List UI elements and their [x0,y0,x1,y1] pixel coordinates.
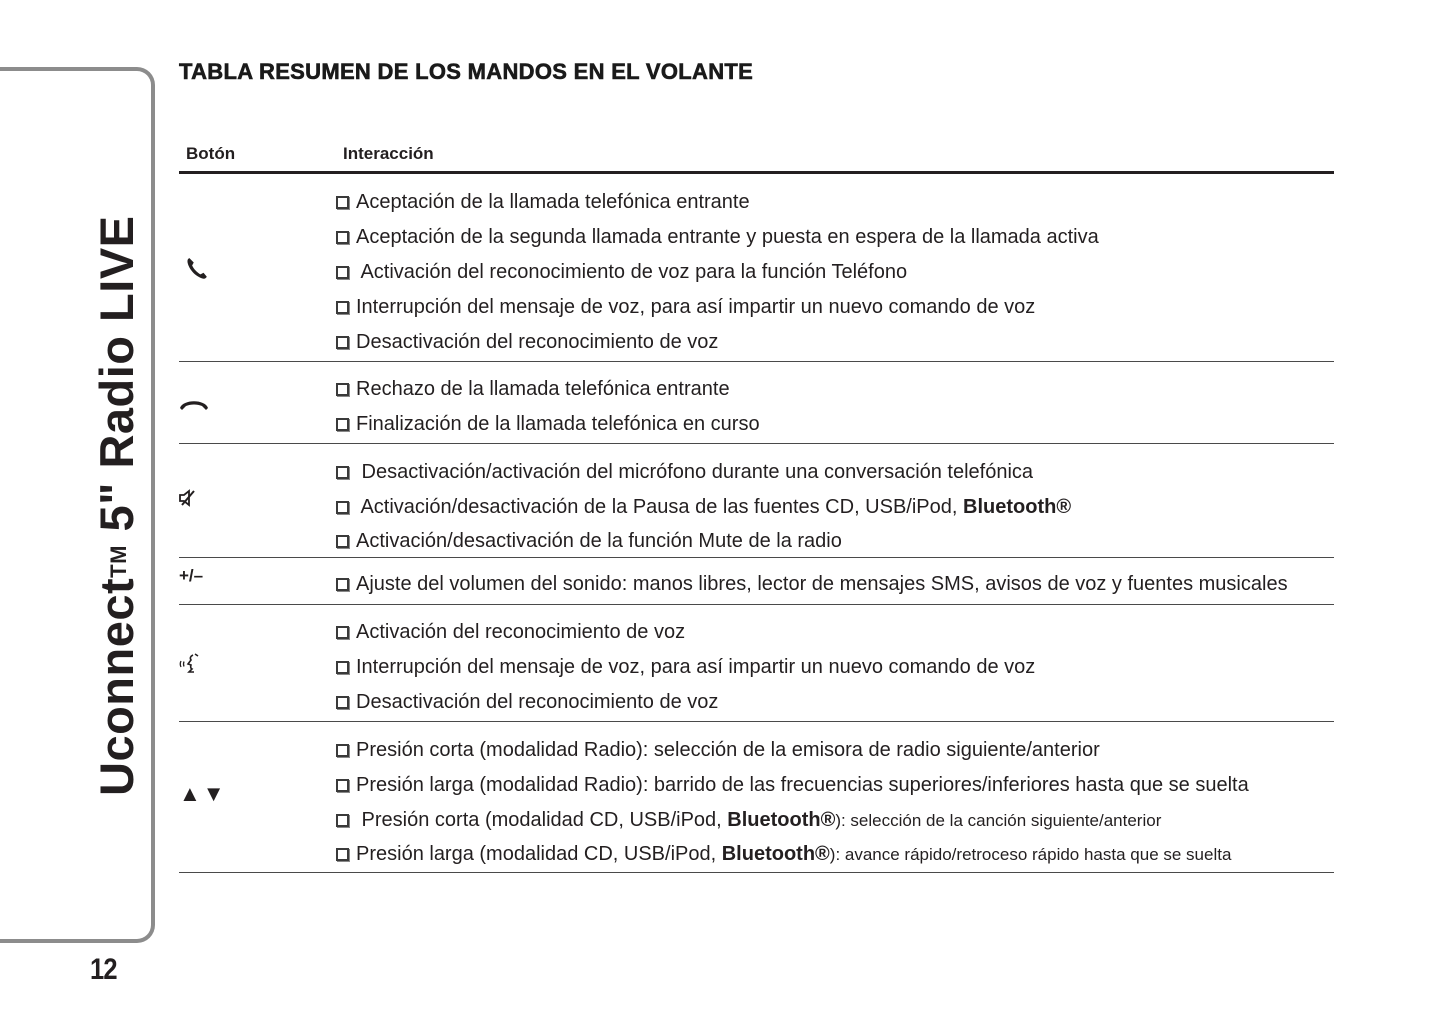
table-row [179,605,1334,722]
volume-plus-minus-icon: +/– [179,566,204,585]
checkbox-bullet-icon [336,301,349,314]
column-header-interaction: Interacción [343,144,434,163]
list-item: Aceptación de la segunda llamada entrante y puesta en espera de la llamada activa [336,220,1334,255]
phone-answer-icon [184,256,210,282]
up-down-arrows-icon: ▲▼ [179,781,227,806]
list-item: Ajuste del volumen del sonido: manos libres, lector de mensajes SMS, avisos de voz y fuentes musicales [336,567,1334,602]
list-item: Interrupción del mensaje de voz, para así impartir un nuevo comando de voz [336,290,1334,325]
checkbox-bullet-icon [336,196,349,209]
controls-summary-table [179,140,1334,873]
checkbox-bullet-icon [336,814,349,827]
page-number: 12 [90,953,117,986]
list-item: Activación del reconocimiento de voz para la función Teléfono [336,255,1334,290]
table-row [179,174,1334,362]
checkbox-bullet-icon [336,418,349,431]
list-item: Interrupción del mensaje de voz, para así impartir un nuevo comando de voz [336,650,1334,685]
list-item: Finalización de la llamada telefónica en curso [336,407,1334,442]
checkbox-bullet-icon [336,266,349,279]
table-row [179,722,1334,873]
checkbox-bullet-icon [336,848,349,861]
side-title-brand: Uconnect [90,577,143,796]
checkbox-bullet-icon [336,383,349,396]
list-item: Presión corta (modalidad Radio): selección de la emisora de radio siguiente/anterior [336,733,1334,768]
checkbox-bullet-icon [336,744,349,757]
list-item: Activación del reconocimiento de voz [336,615,1334,650]
list-item: Desactivación del reconocimiento de voz [336,685,1334,720]
side-title-trademark: TM [106,545,131,578]
voice-recognition-icon [179,652,203,676]
row-icon-cell [179,605,329,721]
side-title-model: 5" Radio LIVE [90,215,143,546]
row-icon-cell [179,174,329,361]
mute-icon [179,489,197,507]
phone-hangup-icon [179,397,209,413]
checkbox-bullet-icon [336,535,349,548]
row-icon-cell [179,444,329,557]
list-item: Desactivación del reconocimiento de voz [336,325,1334,360]
row-icon-cell [179,722,329,872]
checkbox-bullet-icon [336,336,349,349]
checkbox-bullet-icon [336,779,349,792]
table-header [179,140,1334,174]
checkbox-bullet-icon [336,696,349,709]
checkbox-bullet-icon [336,578,349,591]
list-item: Activación/desactivación de la Pausa de las fuentes CD, USB/iPod, Bluetooth® [336,490,1334,525]
table-row [179,558,1334,605]
side-chapter-title [90,215,143,796]
column-header-button: Botón [186,144,236,163]
checkbox-bullet-icon [336,661,349,674]
list-item: Presión corta (modalidad CD, USB/iPod, Bluetooth®): selección de la canción siguiente/anterior [336,803,1334,838]
checkbox-bullet-icon [336,231,349,244]
list-item: Desactivación/activación del micrófono durante una conversación telefónica [336,455,1334,490]
list-item: Rechazo de la llamada telefónica entrante [336,372,1334,407]
checkbox-bullet-icon [336,466,349,479]
checkbox-bullet-icon [336,501,349,514]
table-row [179,444,1334,558]
list-item: Presión larga (modalidad CD, USB/iPod, Bluetooth®): avance rápido/retroceso rápido hasta que se suelta [336,838,1334,870]
section-title: TABLA RESUMEN DE LOS MANDOS EN EL VOLANTE [179,59,754,84]
row-icon-cell [179,558,329,604]
list-item: Activación/desactivación de la función Mute de la radio [336,525,1334,557]
row-icon-cell [179,362,329,443]
checkbox-bullet-icon [336,626,349,639]
table-row [179,362,1334,444]
list-item: Aceptación de la llamada telefónica entrante [336,185,1334,220]
list-item: Presión larga (modalidad Radio): barrido de las frecuencias superiores/inferiores hasta que se suelta [336,768,1334,803]
